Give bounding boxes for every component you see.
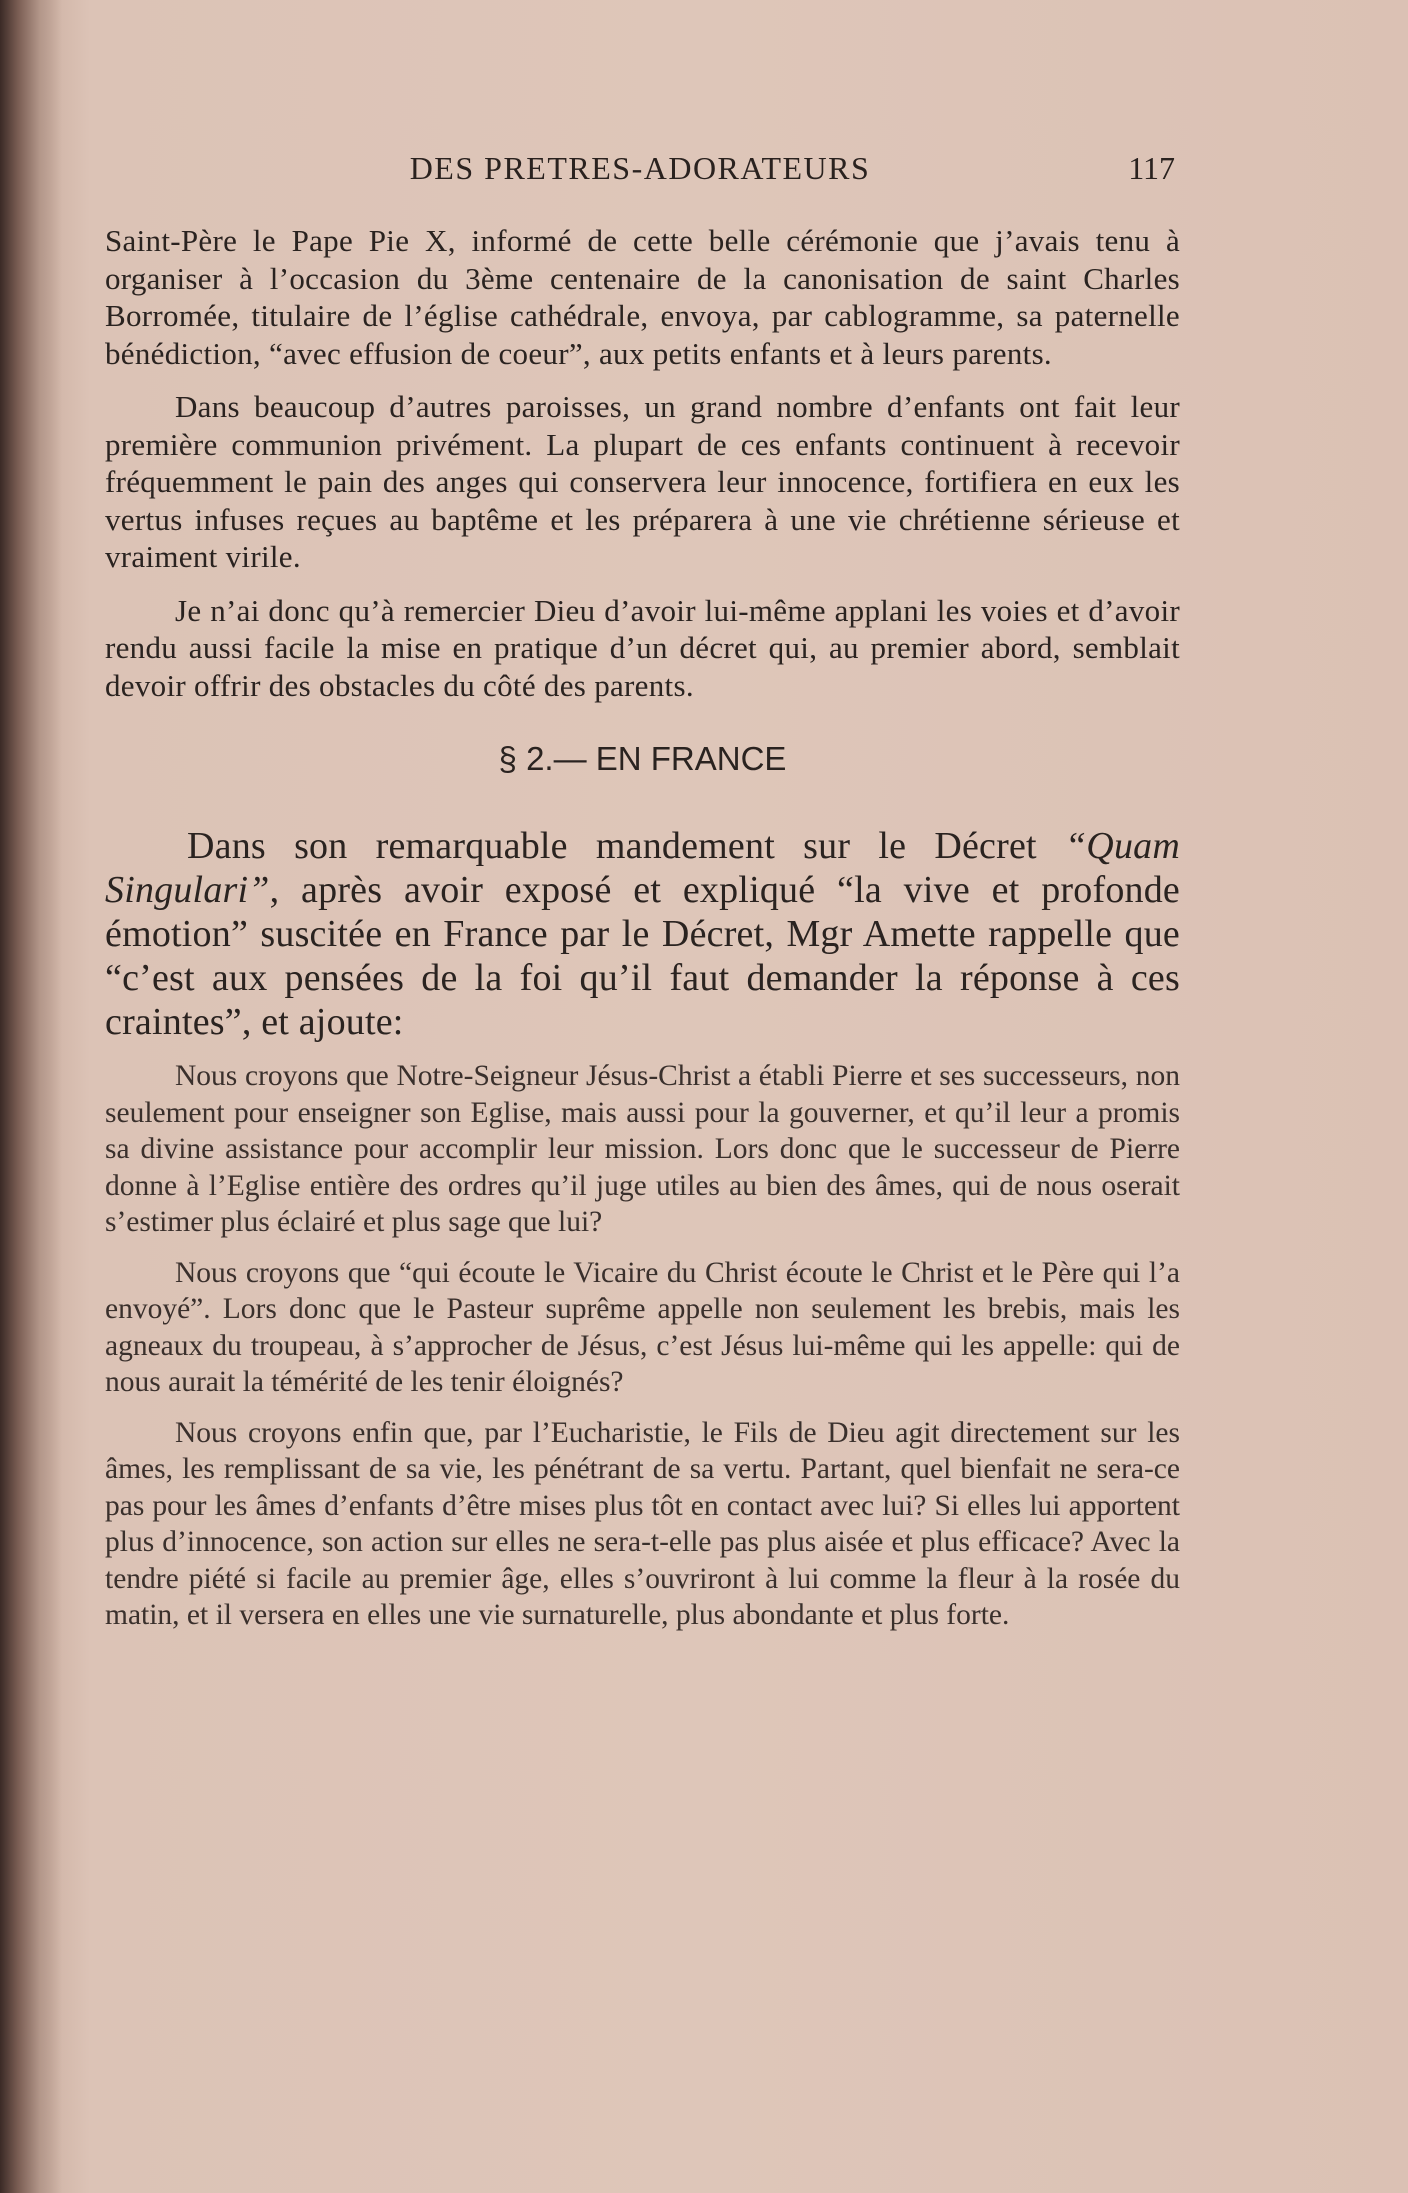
section-heading: § 2.— EN FRANCE bbox=[498, 740, 787, 777]
quote-paragraph-3: Nous croyons enfin que, par l’Eucharistie, le Fils de Dieu agit directement sur les âmes, les remplissant de sa vie, les pénétrant de sa vertu. Partant, quel bienfait ne sera-ce pas pour les âmes d’enfants d’être mises plus tôt en contact avec lui? Si elles lui apportent plus d’innocence, son action sur elles ne sera-t-elle pas plus aisée et plus efficace? Avec la tendre piété si facile au premier âge, elles s’ouvriront à lui comme la fleur à la rosée du matin, et il versera en elles une vie surnaturelle, plus abondante et plus forte. bbox=[105, 1416, 1180, 1631]
paragraph-1: Saint-Père le Pape Pie X, informé de cette belle cérémonie que j’avais tenu à organiser à l’occasion du 3ème centenaire de la canonisation de saint Charles Borromée, titulaire de l’église cathédrale, envoya, par cablogramme, sa paternelle bénédiction, “avec effusion de coeur”, aux petits enfants et à leurs parents. bbox=[105, 223, 1180, 371]
intro-text-rest: , après avoir exposé et expliqué “la vive et profonde émotion” suscitée en France par le Décret, Mgr Amette rappelle que “c’est aux pensées de la foi qu’il faut demander la réponse à ces craintes”, et ajoute: bbox=[105, 869, 1180, 1043]
quote-paragraph-2: Nous croyons que “qui écoute le Vicaire du Christ écoute le Christ et le Père qui l’a envoyé”. Lors donc que le Pasteur suprême appelle non seulement les brebis, mais les agneaux du troupeau, à s’approcher de Jésus, c’est Jésus lui-même qui les appelle: qui de nous aurait la témérité de les tenir éloignés? bbox=[105, 1256, 1180, 1398]
binding-gutter bbox=[0, 0, 62, 2193]
paragraph-2: Dans beaucoup d’autres paroisses, un grand nombre d’enfants ont fait leur première communion privément. La plupart de ces enfants continuent à recevoir fréquemment le pain des anges qui conservera leur innocence, fortifiera en eux les vertus infuses reçues au baptême et les préparera à une vie chrétienne sérieuse et vraiment virile. bbox=[105, 389, 1180, 574]
intro-text-start: Dans son remarquable mandement sur le Décret bbox=[187, 825, 1065, 867]
running-head bbox=[105, 150, 1175, 200]
running-title: DES PRETRES-ADORATEURS bbox=[409, 150, 871, 186]
quote-paragraph-1: Nous croyons que Notre-Seigneur Jésus-Christ a établi Pierre et ses successeurs, non seulement pour enseigner son Eglise, mais aussi pour la gouverner, et qu’il leur a promis sa divine assistance pour accomplir leur mission. Lors donc que le successeur de Pierre donne à l’Eglise entière des ordres qu’il juge utiles au bien des âmes, qui de nous oserait s’estimer plus éclairé et plus sage que lui? bbox=[105, 1060, 1180, 1238]
section-intro-paragraph bbox=[105, 824, 1180, 1044]
body-text bbox=[105, 222, 1180, 1634]
decree-title: “Quam Singulari” bbox=[105, 825, 1180, 911]
paragraph-3: Je n’ai donc qu’à remercier Dieu d’avoir lui-même applani les voies et d’avoir rendu aussi facile la mise en pratique d’un décret qui, au premier abord, semblait devoir offrir des obstacles du côté des parents. bbox=[105, 592, 1180, 703]
page-number: 117 bbox=[1128, 150, 1175, 186]
